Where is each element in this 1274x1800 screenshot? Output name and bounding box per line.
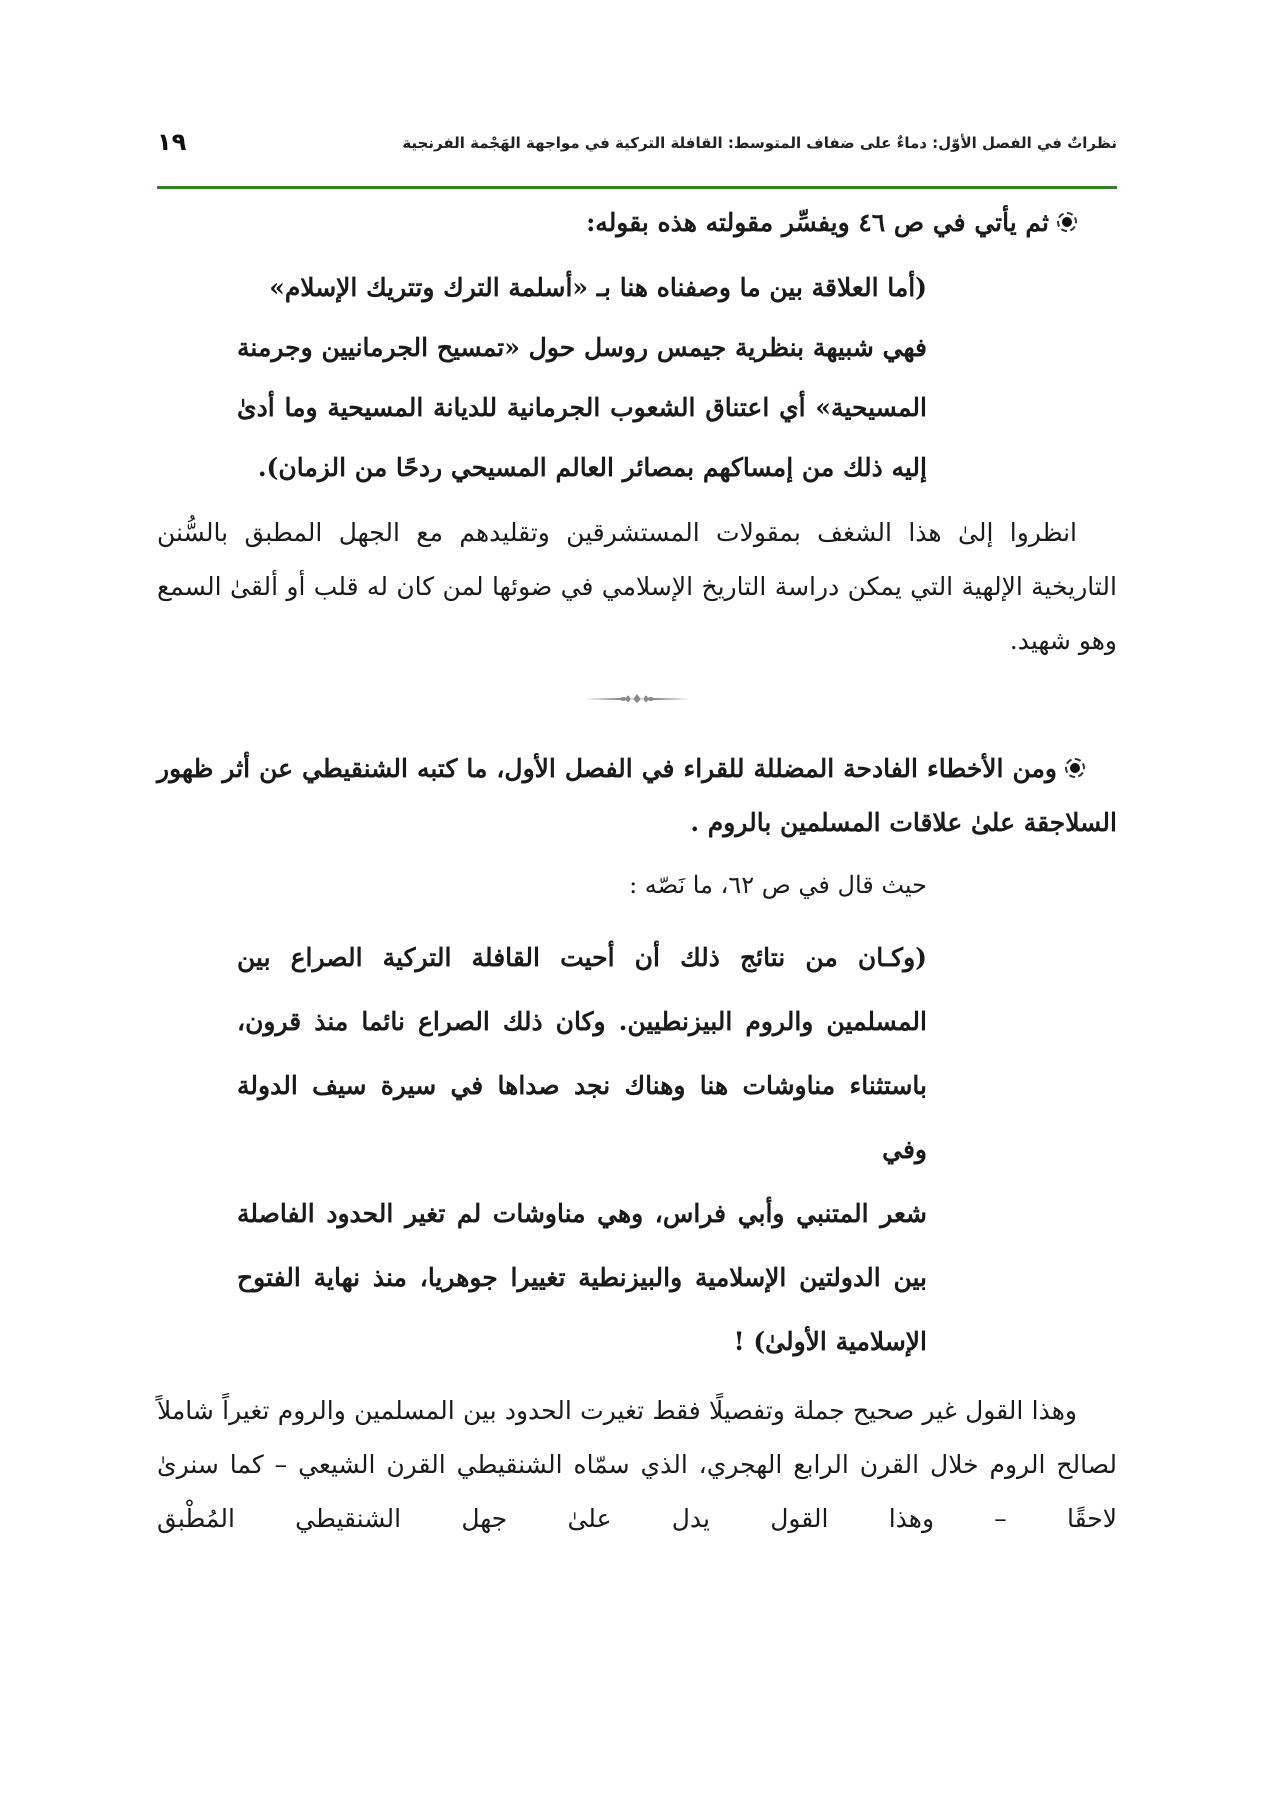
quote-line: (أما العلاقة بين ما وصفناه هنا بـ «أسلمة الترك وتتريك الإسلام»: [269, 273, 927, 302]
quote-line: بين الدولتين الإسلامية والبيزنطية تغييرا جوهريا، منذ نهاية الفتوح: [237, 1263, 927, 1292]
quote-line: شعر المتنبي وأبي فراس، وهي مناوشات لم تغير الحدود الفاصلة: [237, 1199, 927, 1228]
bullet-paragraph: [157, 196, 1117, 250]
quote-line: الإسلامية الأولىٰ) !: [733, 1327, 927, 1356]
page-content: [157, 196, 1117, 1546]
bullet-paragraph: [157, 742, 1117, 850]
section-separator: [157, 668, 1117, 728]
quote-line: فهي شبيهة بنظرية جيمس روسل حول «تمسيح الجرمانيين وجرمنة: [237, 333, 927, 362]
ornament-divider-icon: [582, 690, 692, 706]
quote-intro: حيث قال في ص ٦٢، ما نَصّه :: [629, 871, 927, 899]
quote-line: المسيحية» أي اعتناق الشعوب الجرمانية للديانة المسيحية وما أدىٰ: [237, 393, 927, 422]
bullet-icon: [1065, 758, 1085, 778]
running-title: نظراتٌ في الفصل الأوّل: دماءٌ على ضفاف المتوسط: القافلة التركية في مواجهة الهَجْمة الفرنجية: [402, 134, 1117, 152]
bullet-text: ثم يأتي في ص ٤٦ ويفسِّر مقولته هذه بقوله:: [586, 208, 1049, 237]
header-rule: [157, 186, 1117, 189]
block-quote: [237, 926, 927, 1374]
quote-line: (وكـان من نتائج ذلك أن أحيت القافلة التركية الصراع بين: [237, 943, 927, 972]
bullet-text: ومن الأخطاء الفادحة المضللة للقراء في الفصل الأول، ما كتبه الشنقيطي عن أثر ظهور السلاجقة علىٰ علاقات المسلمين بالروم .: [157, 754, 1117, 837]
quote-line: المسلمين والروم البيزنطيين. وكان ذلك الصراع نائما منذ قرون،: [237, 1007, 927, 1036]
body-paragraph: وهذا القول غير صحيح جملة وتفصيلًا فقط تغيرت الحدود بين المسلمين والروم تغيراً شاملاً لصالح الروم خلال القرن الرابع الهجري، الذي سمّاه الشنقيطي القرن الشيعي – كما سنرىٰ لاحقًا – وهذا القول يدل علىٰ جهل الشنقيطي المُطْبق: [157, 1396, 1117, 1533]
bullet-icon: [1057, 212, 1077, 232]
quote-line: باستثناء مناوشات هنا وهناك نجد صداها في سيرة سيف الدولة وفي: [237, 1071, 927, 1164]
running-header: [157, 128, 1117, 168]
body-paragraph: انظروا إلىٰ هذا الشغف بمقولات المستشرقين وتقليدهم مع الجهل المطبق بالسُّنن التاريخية الإلهية التي يمكن دراسة التاريخ الإسلامي في ضوئها لمن كان له قلب أو ألقىٰ السمع وهو شهيد.: [157, 518, 1117, 655]
page-number: ١٩: [157, 128, 187, 156]
block-quote: [237, 258, 927, 498]
quote-line: إليه ذلك من إمساكهم بمصائر العالم المسيحي ردحًا من الزمان).: [257, 453, 927, 482]
